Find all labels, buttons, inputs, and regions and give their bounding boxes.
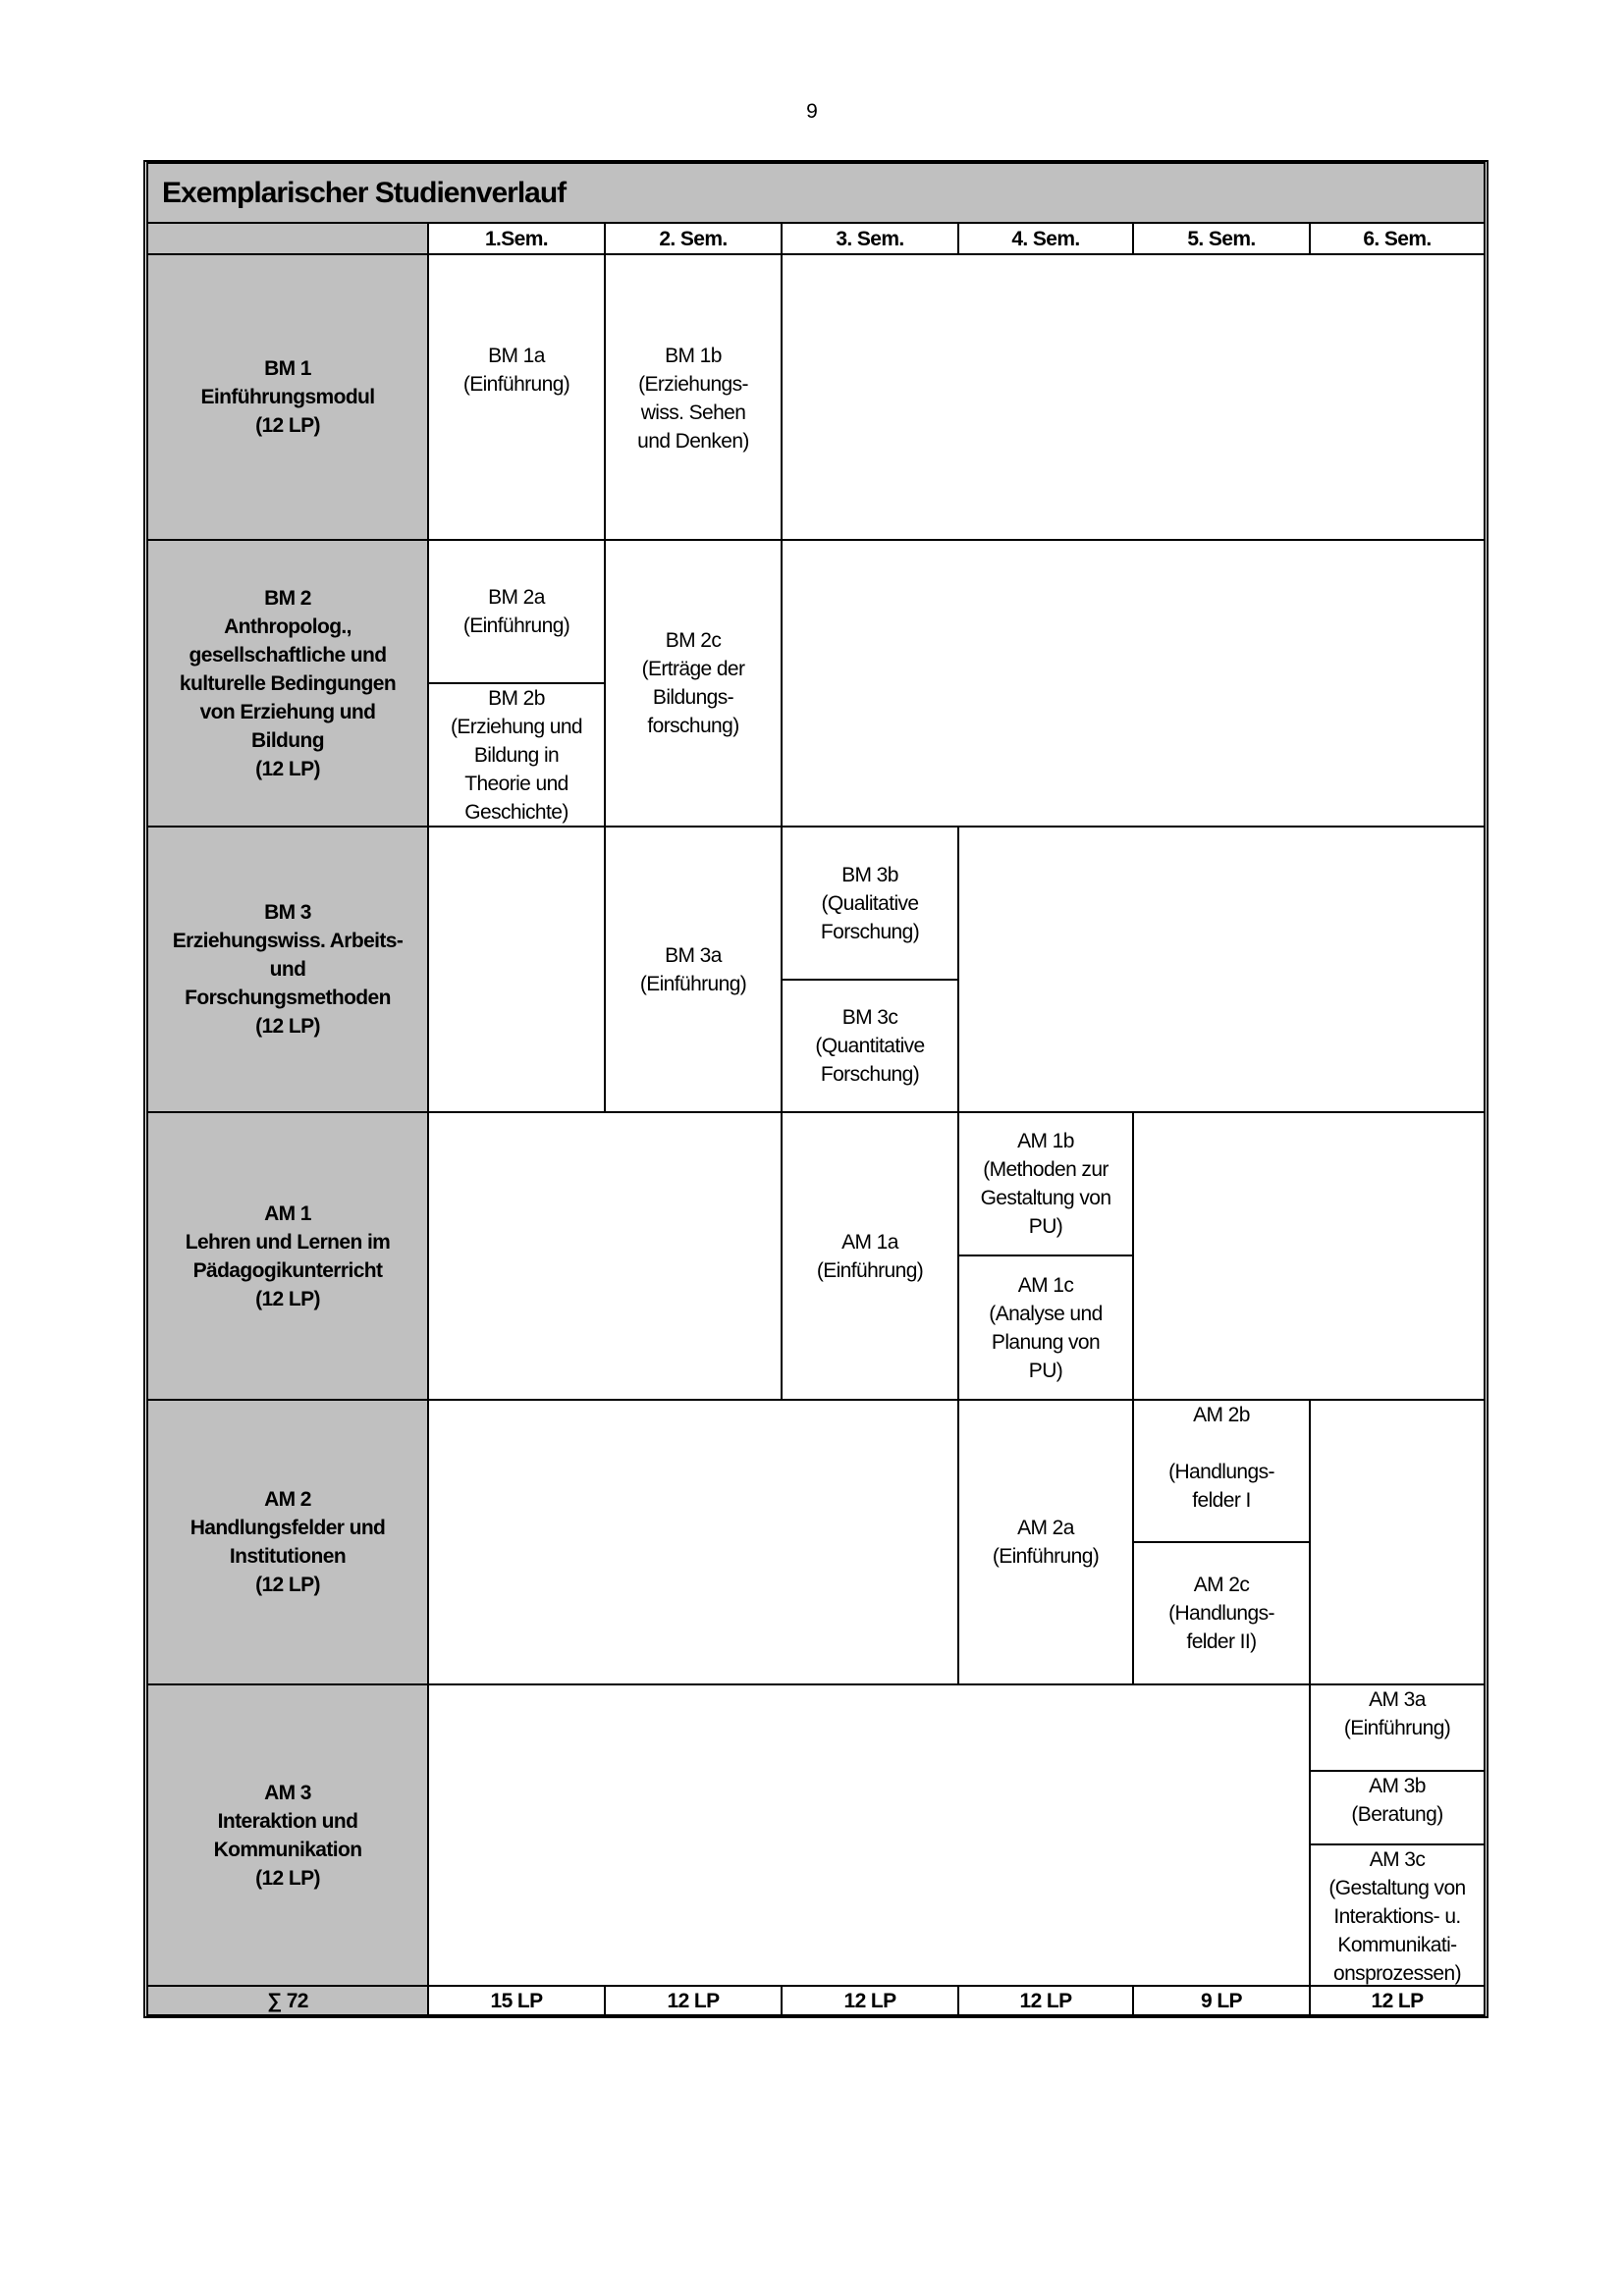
empty-cell (781, 539, 1486, 828)
module-part-am3b: AM 3b (Beratung) (1309, 1770, 1486, 1845)
semester-total: 12 LP (1309, 1985, 1486, 2016)
page-number: 9 (806, 100, 818, 123)
table-title: Exemplarischer Studienverlauf (146, 162, 1486, 224)
empty-cell (957, 826, 1486, 1113)
semester-header: 2. Sem. (604, 222, 783, 255)
header-corner (146, 222, 429, 255)
semester-header: 6. Sem. (1309, 222, 1486, 255)
module-part-am1b: AM 1b (Methoden zur Gestaltung von PU) (957, 1111, 1134, 1256)
semester-total: 15 LP (427, 1985, 606, 2016)
module-part-bm3c: BM 3c (Quantitative Forschung) (781, 979, 959, 1113)
module-part-bm2c: BM 2c (Erträge der Bildungs- forschung) (604, 539, 783, 828)
module-part-bm1a: BM 1a (Einführung) (427, 253, 606, 541)
total-sum: ∑ 72 (146, 1985, 429, 2016)
semester-header: 5. Sem. (1132, 222, 1311, 255)
semester-header: 1.Sem. (427, 222, 606, 255)
empty-cell (427, 1683, 1311, 1987)
module-part-am1c: AM 1c (Analyse und Planung von PU) (957, 1255, 1134, 1401)
semester-total: 12 LP (781, 1985, 959, 2016)
empty-cell (1309, 1399, 1486, 1685)
empty-cell (1132, 1111, 1486, 1401)
empty-cell (427, 1111, 783, 1401)
module-part-am2b: AM 2b (Handlungs- felder I (1132, 1399, 1311, 1543)
module-label-bm2: BM 2 Anthropolog., gesellschaftliche und kulturelle Bedingungen von Erziehung und Bildung (12 LP) (146, 539, 429, 828)
semester-total: 9 LP (1132, 1985, 1311, 2016)
empty-cell (427, 826, 606, 1113)
module-part-bm1b: BM 1b (Erziehungs- wiss. Sehen und Denken) (604, 253, 783, 541)
empty-cell (781, 253, 1486, 541)
module-part-bm2a: BM 2a (Einführung) (427, 539, 606, 684)
semester-total: 12 LP (957, 1985, 1134, 2016)
module-part-bm3a: BM 3a (Einführung) (604, 826, 783, 1113)
semester-total: 12 LP (604, 1985, 783, 2016)
module-part-am2c: AM 2c (Handlungs- felder II) (1132, 1541, 1311, 1685)
module-part-am2a: AM 2a (Einführung) (957, 1399, 1134, 1685)
module-part-bm3b: BM 3b (Qualitative Forschung) (781, 826, 959, 981)
module-label-bm1: BM 1 Einführungsmodul (12 LP) (146, 253, 429, 541)
module-part-am3a: AM 3a (Einführung) (1309, 1683, 1486, 1772)
module-label-am3: AM 3 Interaktion und Kommunikation (12 LP) (146, 1683, 429, 1987)
module-label-bm3: BM 3 Erziehungswiss. Arbeits- und Forschungsmethoden (12 LP) (146, 826, 429, 1113)
module-part-bm2b: BM 2b (Erziehung und Bildung in Theorie und Geschichte) (427, 682, 606, 828)
semester-header: 4. Sem. (957, 222, 1134, 255)
module-part-am1a: AM 1a (Einführung) (781, 1111, 959, 1401)
module-part-am3c: AM 3c (Gestaltung von Interaktions- u. Kommunikati- onsprozessen) (1309, 1843, 1486, 1987)
module-label-am2: AM 2 Handlungsfelder und Institutionen (12 LP) (146, 1399, 429, 1685)
module-label-am1: AM 1 Lehren und Lernen im Pädagogikunterricht (12 LP) (146, 1111, 429, 1401)
semester-header: 3. Sem. (781, 222, 959, 255)
empty-cell (427, 1399, 959, 1685)
